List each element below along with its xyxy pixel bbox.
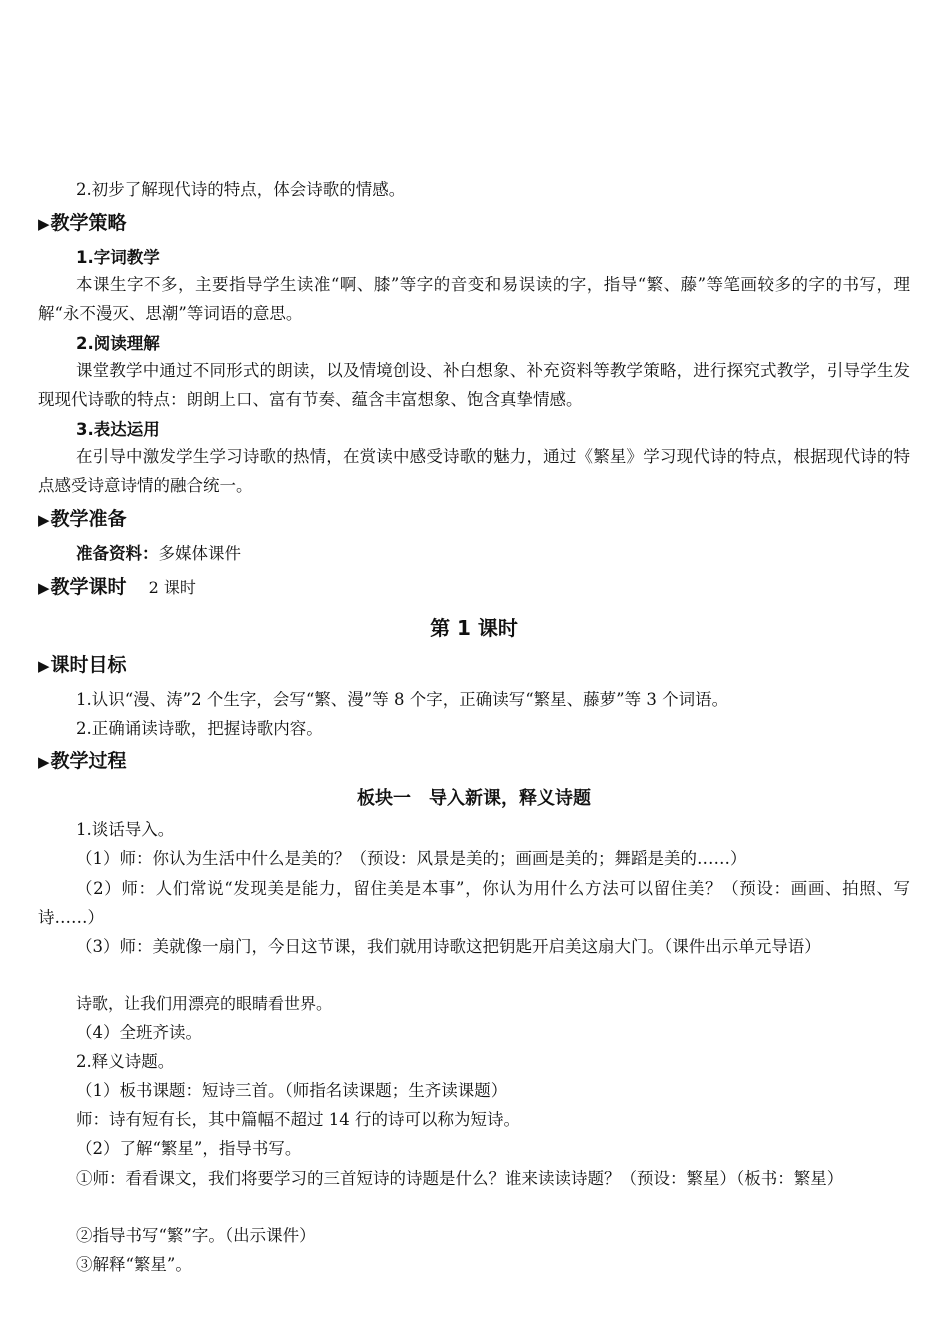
triangle-marker-icon: ▶ [38, 657, 50, 675]
section-preparation [38, 504, 127, 535]
process-p1-1: （1）师：你认为生活中什么是美的？（预设：风景是美的；画画是美的；舞蹈是美的……） [76, 849, 747, 868]
unit-quote: 诗歌，让我们用漂亮的眼睛看世界。 [76, 994, 333, 1013]
section-hours [38, 572, 196, 603]
section-preparation-title: 教学准备 [50, 508, 127, 530]
preparation-value: 多媒体课件 [158, 544, 241, 563]
lesson-goal-1: 1.认识“漫、涛”2 个生字，会写“繁、漫”等 8 个字，正确读写“繁星、藤萝”等 3 个词语。 [76, 690, 729, 709]
preparation-line [76, 540, 241, 568]
section-strategy-title: 教学策略 [50, 212, 127, 234]
section-process-title: 教学过程 [50, 750, 127, 772]
process-c3: ③解释“繁星”。 [76, 1255, 192, 1274]
hours-value: 2 课时 [148, 578, 196, 597]
process-p2: 2.释义诗题。 [76, 1052, 175, 1071]
section-lesson-goals-title: 课时目标 [50, 654, 127, 676]
process-p1-3: （3）师：美就像一扇门，今日这节课，我们就用诗歌这把钥匙开启美这扇大门。（课件出示单元导语） [76, 937, 821, 956]
strategy-2-text: 课堂教学中通过不同形式的朗读，以及情境创设、补白想象、补充资料等教学策略，进行探究式教学，引导学生发现现代诗歌的特点：朗朗上口、富有节奏、蕴含丰富想象、饱含真挚情感。 [38, 361, 910, 409]
section-strategy [38, 208, 127, 239]
preparation-label: 准备资料： [76, 544, 159, 563]
goal-line-2: 2.初步了解现代诗的特点，体会诗歌的情感。 [76, 180, 406, 199]
triangle-marker-icon: ▶ [38, 753, 50, 771]
process-p2-2: （2）了解“繁星”，指导书写。 [76, 1139, 302, 1158]
strategy-1-text: 本课生字不多，主要指导学生读准“啊、膝”等字的音变和易误读的字，指导“繁、藤”等笔画较多的字的书写，理解“永不漫灭、思潮”等词语的意思。 [38, 275, 910, 323]
strategy-2-title: 2.阅读理解 [76, 334, 160, 353]
triangle-marker-icon: ▶ [38, 511, 50, 529]
lesson-title: 第 1 课时 [430, 616, 518, 640]
process-c1: ①师：看看课文，我们将要学习的三首短诗的诗题是什么？谁来读读诗题？（预设：繁星）（板书：繁星） [76, 1169, 844, 1188]
section-hours-title: 教学课时 [50, 576, 127, 598]
lesson-goal-2: 2.正确诵读诗歌，把握诗歌内容。 [76, 719, 323, 738]
section-lesson-goals [38, 650, 127, 681]
triangle-marker-icon: ▶ [38, 215, 50, 233]
process-p2-note: 师：诗有短有长，其中篇幅不超过 14 行的诗可以称为短诗。 [76, 1110, 520, 1129]
process-p1-4: （4）全班齐读。 [76, 1023, 202, 1042]
process-p1: 1.谈话导入。 [76, 820, 175, 839]
process-p2-1: （1）板书课题：短诗三首。（师指名读课题；生齐读课题） [76, 1081, 508, 1100]
strategy-3-text: 在引导中激发学生学习诗歌的热情，在赏读中感受诗歌的魅力，通过《繁星》学习现代诗的特点，根据现代诗的特点感受诗意诗情的融合统一。 [38, 447, 910, 495]
block-title: 板块一 导入新课，释义诗题 [357, 788, 591, 809]
process-c2: ②指导书写“繁”字。（出示课件） [76, 1226, 316, 1245]
strategy-1-title: 1.字词教学 [76, 248, 160, 267]
section-process [38, 746, 127, 777]
strategy-3-title: 3.表达运用 [76, 420, 160, 439]
triangle-marker-icon: ▶ [38, 579, 50, 597]
process-p1-2: （2）师：人们常说“发现美是能力，留住美是本事”，你认为用什么方法可以留住美？（预设：画画、拍照、写诗……） [38, 879, 910, 927]
